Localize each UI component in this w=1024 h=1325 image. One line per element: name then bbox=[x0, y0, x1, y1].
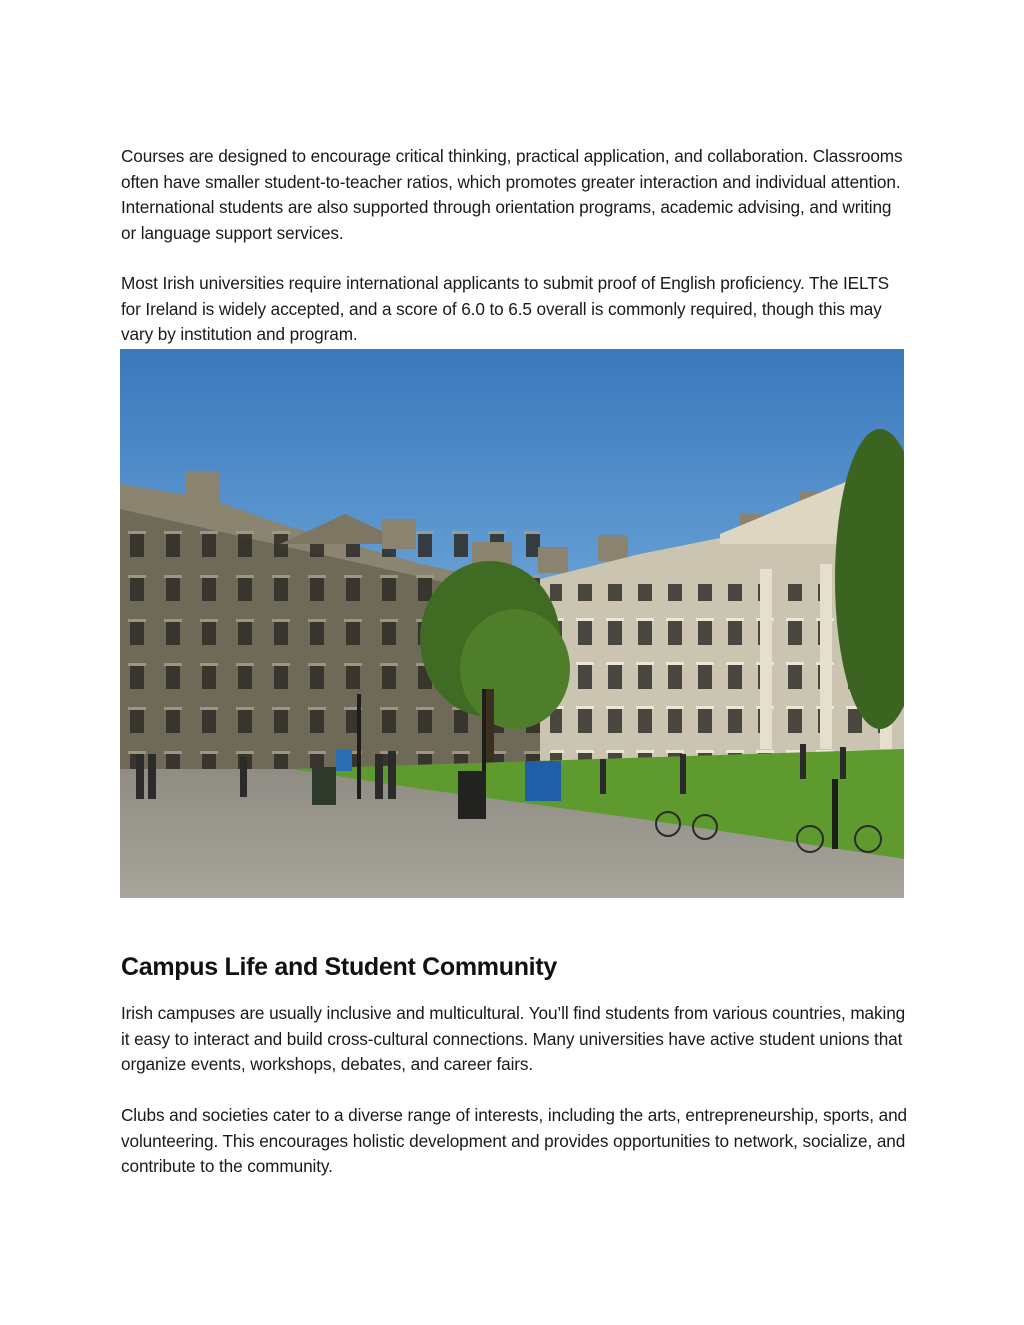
campus-photo bbox=[120, 349, 904, 898]
paragraph-english-proficiency: Most Irish universities require international applicants to submit proof of English proficiency. The IELTS for Ireland is widely accepted, and a score of 6.0 to 6.5 overall is commonly required, though this may vary by institution and program. bbox=[121, 273, 889, 344]
section-heading: Campus Life and Student Community bbox=[121, 953, 557, 981]
paragraph-courses: Courses are designed to encourage critical thinking, practical application, and collaboration. Classrooms often have smaller student-to-teacher ratios, which promotes greater interaction and individual attention. International students are also supported through orientation programs, academic advising, and writing or language support services. bbox=[121, 146, 903, 243]
paragraph-clubs-societies: Clubs and societies cater to a diverse range of interests, including the arts, entrepreneurship, sports, and volunteering. This encourages holistic development and provides opportunities to network, socialize, and contribute to the community. bbox=[121, 1105, 907, 1176]
paragraph-campus-life: Irish campuses are usually inclusive and multicultural. You’ll find students from various countries, making it easy to interact and build cross-cultural connections. Many universities have active student unions that organize events, workshops, debates, and career fairs. bbox=[121, 1003, 906, 1074]
